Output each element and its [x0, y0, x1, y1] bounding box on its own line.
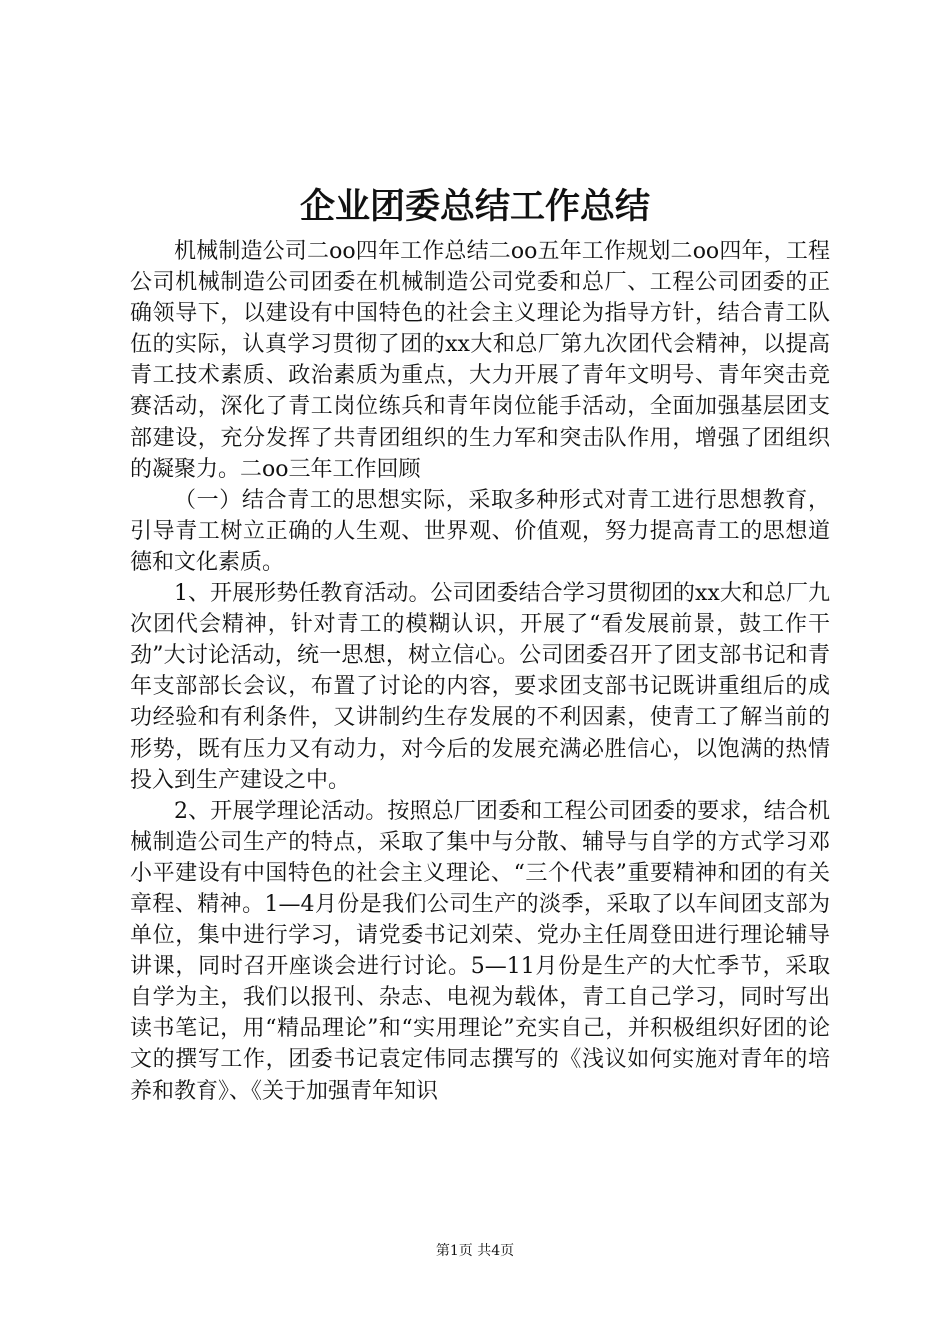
paragraph-item-two: 2、开展学理论活动。按照总厂团委和工程公司团委的要求，结合机械制造公司生产的特点，采取了集中与分散、辅导与自学的方式学习邓小平建设有中国特色的社会主义理论、“三个代表”重要精神和团的有关章程、精神。1—4月份是我们公司生产的淡季，采取了以车间团支部为单位，集中进行学习，请党委书记刘荣、党办主任周登田进行理论辅导讲课，同时召开座谈会进行讨论。5—11月份是生产的大忙季节，采取自学为主，我们以报刊、杂志、电视为载体，青工自己学习，同时写出读书笔记，用“精品理论”和“实用理论”充实自己，并积极组织好团的论文的撰写工作，团委书记袁定伟同志撰写的《浅议如何实施对青年的培养和教育》、《关于加强青年知识	[130, 798, 830, 1104]
document-body	[130, 236, 830, 1107]
page-footer	[0, 1241, 950, 1261]
paragraph-intro: 机械制造公司二oo四年工作总结二oo五年工作规划二oo四年，工程公司机械制造公司团委在机械制造公司党委和总厂、工程公司团委的正确领导下，以建设有中国特色的社会主义理论为指导方针，结合青工队伍的实际，认真学习贯彻了团的xx大和总厂第九次团代会精神，以提高青工技术素质、政治素质为重点，大力开展了青年文明号、青年突击竞赛活动，深化了青工岗位练兵和青年岗位能手活动，全面加强基层团支部建设，充分发挥了共青团组织的生力军和突击队作用，增强了团组织的凝聚力。二oo三年工作回顾	[130, 239, 830, 482]
paragraph-section-one: （一）结合青工的思想实际，采取多种形式对青工进行思想教育，引导青工树立正确的人生观、世界观、价值观，努力提高青工的思想道德和文化素质。	[130, 487, 830, 575]
document-title: 企业团委总结工作总结	[299, 186, 650, 227]
paragraph-item-one: 1、开展形势任教育活动。公司团委结合学习贯彻团的xx大和总厂九次团代会精神，针对青工的模糊认识，开展了“看发展前景，鼓工作干劲”大讨论活动，统一思想，树立信心。公司团委召开了团支部书记和青年支部部长会议，布置了讨论的内容，要求团支部书记既讲重组后的成功经验和有利条件，又讲制约生存发展的不利因素，使青工了解当前的形势，既有压力又有动力，对今后的发展充满必胜信心，以饱满的热情投入到生产建设之中。	[130, 581, 830, 793]
page-number-label: 第1页 共4页	[435, 1243, 515, 1259]
